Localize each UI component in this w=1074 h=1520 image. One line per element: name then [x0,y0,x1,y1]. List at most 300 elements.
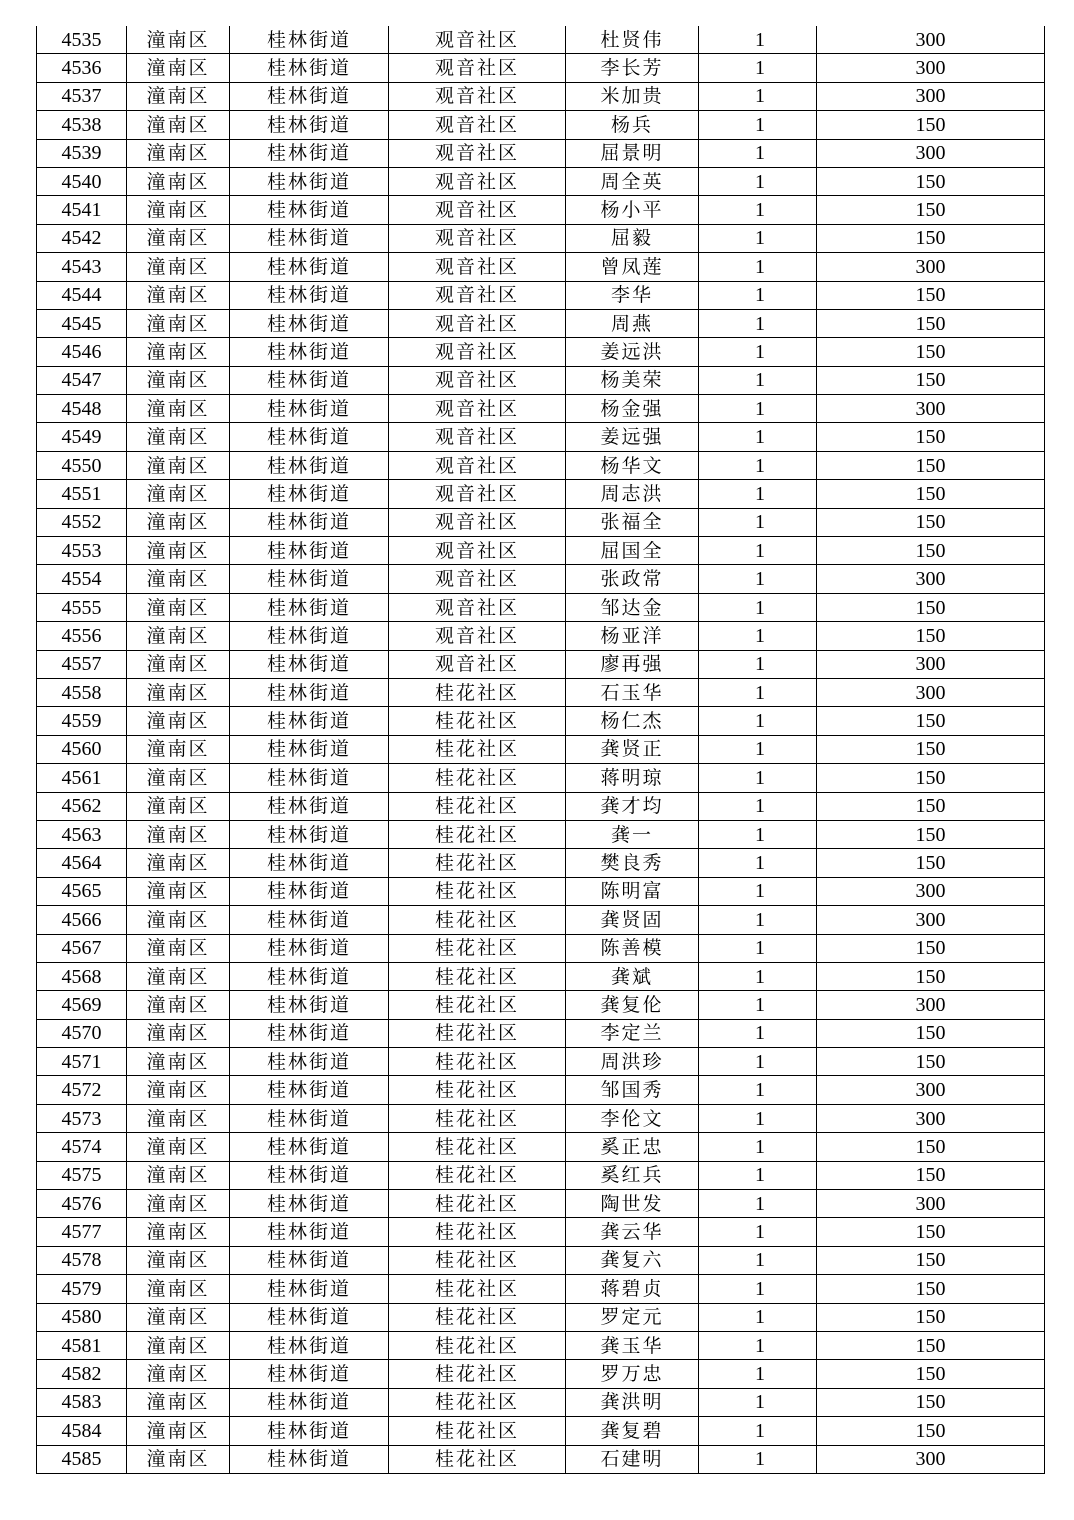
community-cell: 桂花社区 [389,1275,566,1303]
name-cell: 杨小平 [566,196,699,224]
table-row [37,1331,1045,1359]
amount-cell: 150 [817,1417,1045,1445]
street-cell: 桂林街道 [230,366,389,394]
district-cell: 潼南区 [127,1417,230,1445]
table-body [37,26,1045,1473]
amount-cell: 150 [817,508,1045,536]
community-cell: 观音社区 [389,366,566,394]
community-cell: 桂花社区 [389,1246,566,1274]
row-number-cell: 4551 [37,480,127,508]
name-cell: 李伦文 [566,1104,699,1132]
row-number-cell: 4557 [37,650,127,678]
street-cell: 桂林街道 [230,1190,389,1218]
amount-cell: 150 [817,735,1045,763]
district-cell: 潼南区 [127,1133,230,1161]
district-cell: 潼南区 [127,707,230,735]
district-cell: 潼南区 [127,224,230,252]
row-number-cell: 4556 [37,622,127,650]
community-cell: 桂花社区 [389,1360,566,1388]
table-row [37,139,1045,167]
table-row [37,111,1045,139]
table-row [37,707,1045,735]
street-cell: 桂林街道 [230,707,389,735]
district-cell: 潼南区 [127,593,230,621]
street-cell: 桂林街道 [230,593,389,621]
community-cell: 桂花社区 [389,1190,566,1218]
amount-cell: 150 [817,423,1045,451]
street-cell: 桂林街道 [230,906,389,934]
household-count-cell: 1 [699,707,817,735]
amount-cell: 150 [817,764,1045,792]
household-count-cell: 1 [699,1331,817,1359]
amount-cell: 300 [817,650,1045,678]
row-number-cell: 4572 [37,1076,127,1104]
district-cell: 潼南区 [127,395,230,423]
community-cell: 观音社区 [389,281,566,309]
household-count-cell: 1 [699,1388,817,1416]
community-cell: 桂花社区 [389,1218,566,1246]
name-cell: 邹国秀 [566,1076,699,1104]
name-cell: 蒋明琼 [566,764,699,792]
row-number-cell: 4547 [37,366,127,394]
row-number-cell: 4576 [37,1190,127,1218]
name-cell: 杨金强 [566,395,699,423]
community-cell: 观音社区 [389,253,566,281]
district-cell: 潼南区 [127,1360,230,1388]
name-cell: 邹达金 [566,593,699,621]
row-number-cell: 4574 [37,1133,127,1161]
table-row [37,764,1045,792]
amount-cell: 150 [817,1019,1045,1047]
amount-cell: 300 [817,565,1045,593]
name-cell: 陈明富 [566,877,699,905]
table-row [37,1133,1045,1161]
name-cell: 陶世发 [566,1190,699,1218]
name-cell: 龚才均 [566,792,699,820]
amount-cell: 150 [817,707,1045,735]
community-cell: 观音社区 [389,650,566,678]
row-number-cell: 4554 [37,565,127,593]
street-cell: 桂林街道 [230,1076,389,1104]
household-count-cell: 1 [699,167,817,195]
table-row [37,281,1045,309]
table-row [37,678,1045,706]
district-cell: 潼南区 [127,1104,230,1132]
data-table [36,26,1045,1474]
district-cell: 潼南区 [127,1275,230,1303]
household-count-cell: 1 [699,54,817,82]
table-row [37,565,1045,593]
table-row [37,1218,1045,1246]
table-row [37,54,1045,82]
amount-cell: 300 [817,1076,1045,1104]
name-cell: 杨华文 [566,451,699,479]
amount-cell: 150 [817,593,1045,621]
household-count-cell: 1 [699,281,817,309]
district-cell: 潼南区 [127,1190,230,1218]
household-count-cell: 1 [699,565,817,593]
name-cell: 张政常 [566,565,699,593]
amount-cell: 150 [817,167,1045,195]
name-cell: 廖再强 [566,650,699,678]
community-cell: 观音社区 [389,537,566,565]
table-row [37,451,1045,479]
name-cell: 屈景明 [566,139,699,167]
district-cell: 潼南区 [127,253,230,281]
row-number-cell: 4539 [37,139,127,167]
district-cell: 潼南区 [127,537,230,565]
street-cell: 桂林街道 [230,281,389,309]
amount-cell: 300 [817,26,1045,54]
amount-cell: 300 [817,54,1045,82]
row-number-cell: 4585 [37,1445,127,1473]
name-cell: 李长芳 [566,54,699,82]
name-cell: 杨美荣 [566,366,699,394]
amount-cell: 300 [817,253,1045,281]
street-cell: 桂林街道 [230,849,389,877]
community-cell: 观音社区 [389,196,566,224]
table-row [37,1019,1045,1047]
name-cell: 周燕 [566,309,699,337]
household-count-cell: 1 [699,622,817,650]
amount-cell: 300 [817,906,1045,934]
amount-cell: 150 [817,196,1045,224]
household-count-cell: 1 [699,338,817,366]
community-cell: 观音社区 [389,451,566,479]
community-cell: 桂花社区 [389,735,566,763]
household-count-cell: 1 [699,1161,817,1189]
community-cell: 观音社区 [389,508,566,536]
street-cell: 桂林街道 [230,792,389,820]
row-number-cell: 4541 [37,196,127,224]
amount-cell: 150 [817,1246,1045,1274]
table-row [37,338,1045,366]
district-cell: 潼南区 [127,906,230,934]
name-cell: 龚洪明 [566,1388,699,1416]
table-row [37,1360,1045,1388]
household-count-cell: 1 [699,366,817,394]
household-count-cell: 1 [699,1360,817,1388]
household-count-cell: 1 [699,1048,817,1076]
name-cell: 龚复碧 [566,1417,699,1445]
household-count-cell: 1 [699,480,817,508]
street-cell: 桂林街道 [230,735,389,763]
street-cell: 桂林街道 [230,423,389,451]
row-number-cell: 4548 [37,395,127,423]
community-cell: 观音社区 [389,224,566,252]
row-number-cell: 4564 [37,849,127,877]
household-count-cell: 1 [699,1104,817,1132]
street-cell: 桂林街道 [230,650,389,678]
amount-cell: 300 [817,82,1045,110]
row-number-cell: 4580 [37,1303,127,1331]
household-count-cell: 1 [699,1133,817,1161]
name-cell: 李定兰 [566,1019,699,1047]
table-row [37,395,1045,423]
district-cell: 潼南区 [127,82,230,110]
community-cell: 桂花社区 [389,1331,566,1359]
row-number-cell: 4581 [37,1331,127,1359]
row-number-cell: 4577 [37,1218,127,1246]
street-cell: 桂林街道 [230,26,389,54]
name-cell: 周志洪 [566,480,699,508]
household-count-cell: 1 [699,423,817,451]
name-cell: 龚复伦 [566,991,699,1019]
row-number-cell: 4536 [37,54,127,82]
household-count-cell: 1 [699,82,817,110]
household-count-cell: 1 [699,309,817,337]
community-cell: 观音社区 [389,395,566,423]
name-cell: 龚一 [566,820,699,848]
amount-cell: 150 [817,934,1045,962]
table-row [37,196,1045,224]
row-number-cell: 4537 [37,82,127,110]
table-row [37,1303,1045,1331]
street-cell: 桂林街道 [230,1019,389,1047]
street-cell: 桂林街道 [230,1417,389,1445]
amount-cell: 150 [817,480,1045,508]
community-cell: 桂花社区 [389,1303,566,1331]
community-cell: 桂花社区 [389,1445,566,1473]
row-number-cell: 4573 [37,1104,127,1132]
street-cell: 桂林街道 [230,1445,389,1473]
street-cell: 桂林街道 [230,451,389,479]
row-number-cell: 4555 [37,593,127,621]
district-cell: 潼南区 [127,1331,230,1359]
row-number-cell: 4559 [37,707,127,735]
name-cell: 杜贤伟 [566,26,699,54]
row-number-cell: 4578 [37,1246,127,1274]
name-cell: 罗万忠 [566,1360,699,1388]
row-number-cell: 4553 [37,537,127,565]
community-cell: 观音社区 [389,54,566,82]
table-row [37,309,1045,337]
street-cell: 桂林街道 [230,111,389,139]
table-row [37,1048,1045,1076]
household-count-cell: 1 [699,1218,817,1246]
household-count-cell: 1 [699,253,817,281]
row-number-cell: 4569 [37,991,127,1019]
community-cell: 桂花社区 [389,906,566,934]
household-count-cell: 1 [699,111,817,139]
household-count-cell: 1 [699,196,817,224]
district-cell: 潼南区 [127,622,230,650]
street-cell: 桂林街道 [230,480,389,508]
street-cell: 桂林街道 [230,622,389,650]
row-number-cell: 4565 [37,877,127,905]
name-cell: 龚斌 [566,962,699,990]
amount-cell: 300 [817,678,1045,706]
community-cell: 桂花社区 [389,678,566,706]
household-count-cell: 1 [699,934,817,962]
household-count-cell: 1 [699,678,817,706]
street-cell: 桂林街道 [230,1360,389,1388]
district-cell: 潼南区 [127,991,230,1019]
district-cell: 潼南区 [127,735,230,763]
community-cell: 桂花社区 [389,849,566,877]
row-number-cell: 4579 [37,1275,127,1303]
row-number-cell: 4563 [37,820,127,848]
amount-cell: 300 [817,877,1045,905]
row-number-cell: 4567 [37,934,127,962]
household-count-cell: 1 [699,1246,817,1274]
household-count-cell: 1 [699,792,817,820]
household-count-cell: 1 [699,593,817,621]
name-cell: 石建明 [566,1445,699,1473]
street-cell: 桂林街道 [230,962,389,990]
household-count-cell: 1 [699,906,817,934]
household-count-cell: 1 [699,139,817,167]
community-cell: 观音社区 [389,622,566,650]
street-cell: 桂林街道 [230,508,389,536]
row-number-cell: 4558 [37,678,127,706]
name-cell: 奚红兵 [566,1161,699,1189]
district-cell: 潼南区 [127,111,230,139]
street-cell: 桂林街道 [230,309,389,337]
amount-cell: 150 [817,309,1045,337]
row-number-cell: 4561 [37,764,127,792]
district-cell: 潼南区 [127,792,230,820]
amount-cell: 150 [817,792,1045,820]
household-count-cell: 1 [699,537,817,565]
amount-cell: 300 [817,395,1045,423]
community-cell: 观音社区 [389,26,566,54]
community-cell: 观音社区 [389,338,566,366]
row-number-cell: 4540 [37,167,127,195]
name-cell: 石玉华 [566,678,699,706]
community-cell: 观音社区 [389,309,566,337]
household-count-cell: 1 [699,991,817,1019]
district-cell: 潼南区 [127,338,230,366]
row-number-cell: 4542 [37,224,127,252]
table-row [37,508,1045,536]
name-cell: 周洪珍 [566,1048,699,1076]
district-cell: 潼南区 [127,1161,230,1189]
amount-cell: 150 [817,1303,1045,1331]
community-cell: 观音社区 [389,111,566,139]
household-count-cell: 1 [699,849,817,877]
community-cell: 桂花社区 [389,1133,566,1161]
district-cell: 潼南区 [127,26,230,54]
district-cell: 潼南区 [127,962,230,990]
street-cell: 桂林街道 [230,678,389,706]
district-cell: 潼南区 [127,196,230,224]
amount-cell: 300 [817,1190,1045,1218]
household-count-cell: 1 [699,962,817,990]
name-cell: 蒋碧贞 [566,1275,699,1303]
table-row [37,650,1045,678]
district-cell: 潼南区 [127,167,230,195]
table-row [37,1190,1045,1218]
community-cell: 观音社区 [389,480,566,508]
community-cell: 桂花社区 [389,707,566,735]
community-cell: 桂花社区 [389,962,566,990]
name-cell: 周全英 [566,167,699,195]
household-count-cell: 1 [699,1019,817,1047]
amount-cell: 300 [817,991,1045,1019]
household-count-cell: 1 [699,395,817,423]
household-count-cell: 1 [699,877,817,905]
name-cell: 屈毅 [566,224,699,252]
district-cell: 潼南区 [127,1303,230,1331]
amount-cell: 150 [817,1048,1045,1076]
amount-cell: 150 [817,224,1045,252]
amount-cell: 150 [817,962,1045,990]
name-cell: 屈国全 [566,537,699,565]
row-number-cell: 4583 [37,1388,127,1416]
district-cell: 潼南区 [127,820,230,848]
table-row [37,593,1045,621]
household-count-cell: 1 [699,224,817,252]
street-cell: 桂林街道 [230,565,389,593]
amount-cell: 150 [817,451,1045,479]
district-cell: 潼南区 [127,877,230,905]
table-row [37,1417,1045,1445]
household-count-cell: 1 [699,735,817,763]
community-cell: 桂花社区 [389,1388,566,1416]
amount-cell: 150 [817,338,1045,366]
name-cell: 龚复六 [566,1246,699,1274]
amount-cell: 150 [817,820,1045,848]
table-row [37,1246,1045,1274]
household-count-cell: 1 [699,1076,817,1104]
street-cell: 桂林街道 [230,253,389,281]
district-cell: 潼南区 [127,678,230,706]
community-cell: 桂花社区 [389,1019,566,1047]
district-cell: 潼南区 [127,480,230,508]
household-count-cell: 1 [699,1445,817,1473]
table-row [37,906,1045,934]
amount-cell: 150 [817,1161,1045,1189]
household-count-cell: 1 [699,764,817,792]
table-row [37,167,1045,195]
household-count-cell: 1 [699,1303,817,1331]
household-count-cell: 1 [699,1190,817,1218]
street-cell: 桂林街道 [230,1218,389,1246]
amount-cell: 150 [817,1360,1045,1388]
street-cell: 桂林街道 [230,338,389,366]
community-cell: 桂花社区 [389,820,566,848]
table-row [37,537,1045,565]
household-count-cell: 1 [699,508,817,536]
amount-cell: 300 [817,139,1045,167]
table-row [37,224,1045,252]
district-cell: 潼南区 [127,139,230,167]
household-count-cell: 1 [699,1417,817,1445]
row-number-cell: 4546 [37,338,127,366]
district-cell: 潼南区 [127,1388,230,1416]
name-cell: 杨亚洋 [566,622,699,650]
row-number-cell: 4571 [37,1048,127,1076]
district-cell: 潼南区 [127,54,230,82]
amount-cell: 300 [817,1445,1045,1473]
amount-cell: 150 [817,281,1045,309]
name-cell: 姜远洪 [566,338,699,366]
community-cell: 观音社区 [389,82,566,110]
row-number-cell: 4582 [37,1360,127,1388]
table-row [37,820,1045,848]
district-cell: 潼南区 [127,849,230,877]
row-number-cell: 4584 [37,1417,127,1445]
row-number-cell: 4562 [37,792,127,820]
street-cell: 桂林街道 [230,1161,389,1189]
row-number-cell: 4535 [37,26,127,54]
table-row [37,1275,1045,1303]
street-cell: 桂林街道 [230,1331,389,1359]
table-row [37,1076,1045,1104]
community-cell: 桂花社区 [389,991,566,1019]
table-row [37,1445,1045,1473]
